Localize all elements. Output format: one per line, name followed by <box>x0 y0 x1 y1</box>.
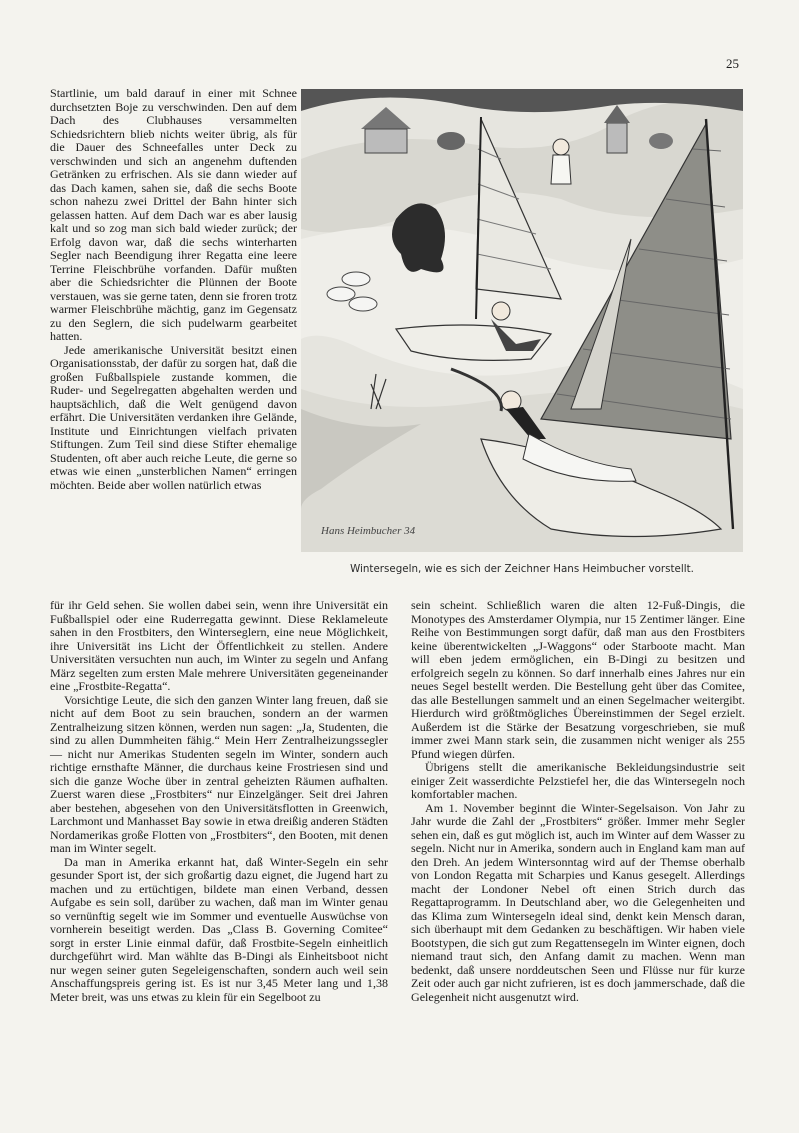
paragraph: Vorsichtige Leute, die sich den ganzen Winter lang freuen, daß sie nicht auf dem Boot zu sein brauchen, sondern an der warmen Zentralheizung sitzen können, werden nun sagen: „Ja, Studenten, die sind zu allen Dummheiten fähig.“ Mein Herr Zentralheizungssegler — nicht nur Amerikas Studenten segeln im Winter, sondern auch richtige ernsthafte Männer, die durchaus keine Frostriesen sind und sich die ganze Woche über in zentral geheizten Räumen aufhalten. Zuerst waren diese „Frostbiters“ nur Einzelgänger. Seit drei Jahren aber bestehen, abgesehen von den Universitätsflotten in Greenwich, Larchmont und Manhasset Bay sowie in etwa dreißig anderen Städten Nordamerikas große Flotten von „Frostbiters“, den Booten, mit denen man im Winter segelt. <box>50 692 388 855</box>
article-column-left-bottom <box>50 599 388 1004</box>
winter-sailing-illustration <box>301 89 743 552</box>
paragraph: Da man in Amerika erkannt hat, daß Winter-Segeln ein sehr gesunder Sport ist, der sich großartig dazu eignet, die Jugend hart zu machen und zu ertüchtigen, bildete man einen Verband, dessen Aufgabe es sein soll, darüber zu wachen, daß man im Winter genau so vernünftig segelt wie im Sommer und eventuelle Auswüchse von vornherein beseitigt werden. Das „Class B. Governing Comitee“ sorgt in erster Linie einmal dafür, daß Frostbite-Segeln einheitlich durchgeführt wird. Man wählte das B-Dingi als Einheitsboot nicht nur wegen seiner guten Segeleigenschaften, sondern auch weil sein Anschaffungspreis gering ist. Es ist nur 3,45 Meter lang und 1,38 Meter breit, was uns etwas zu klein für ein Segelboot zu <box>50 854 388 1004</box>
svg-text:Hans Heimbucher 34: Hans Heimbucher 34 <box>321 525 416 537</box>
figure-caption: Wintersegeln, wie es sich der Zeichner Hans Heimbucher vorstellt. <box>350 563 694 575</box>
paragraph: Startlinie, um bald darauf in einer mit Schnee durchsetzten Boje zu verschwinden. Den auf dem Dach des Clubhauses versammelten Schiedsrichtern blieb nichts weiter übrig, als für die Dauer des Schneefalles unter Deck zu verschwinden und sich an angenehm duftenden Getränken zu erfrischen. Als sie dann wieder auf das Dach kamen, sahen sie, daß die sechs Boote schon nahezu zwei Drittel der Bahn hinter sich gelassen hatten. Auf dem Dach war es aber lausig kalt und so zog man sich bald wieder zurück; der Erfolg davon war, daß die sechs winterharten Segler nach Beendigung ihrer Regatta eine leere Terrine Fleischbrühe vorfanden. Dafür mußten aber die Schiedsrichter die Plünnen der Boote verstauen, was sie gerne taten, denn sie froren trotz warmer Fleischbrühe mächtig, ganz im Gegensatz zu den Seglern, die sich pudelwarm gearbeitet hatten. <box>50 86 297 343</box>
paragraph: sein scheint. Schließlich waren die alten 12-Fuß-Dingis, die Monotypes des Amsterdamer Olympia, nur 15 Zentimer länger. Eine Reihe von Bestimmungen sorgt dafür, daß man aus den Frostbiters keine überentwickelten „J-Waggons“ oder Starboote macht. Man will eben jedem ermöglichen, ein B-Dingi zu besitzen und erfolgreich segeln zu können. So darf innerhalb eines Jahres nur ein neues Segel bestellt werden. Die Bestellung geht über das Comitee, das alle Bestellungen sammelt und an einen Segelmacher weitergibt. Hierdurch wird größtmögliches Übereinstimmen der Segel erzielt. Außerdem ist die Stärke der Besatzung vorgeschrieben, sie muß immer zwei Mann stark sein, die zusammen nicht weniger als 255 Pfund wiegen dürfen. <box>411 598 745 761</box>
article-column-left-top <box>50 87 297 492</box>
article-column-right <box>411 599 745 1004</box>
paragraph: Übrigens stellt die amerikanische Bekleidungsindustrie seit einiger Zeit wasserdichte Pelzstiefel her, die das Wintersegeln noch komfortabler machen. <box>411 760 745 801</box>
paragraph: Jede amerikanische Universität besitzt einen Organisationsstab, der dafür zu sorgen hat, daß die großen Fußballspiele zustande kommen, die Ruder- und Segelregatten abgehalten werden und hauptsächlich, daß die Welt genügend davon erfährt. Die Universitäten verdanken ihre Gelände, Institute und Einrichtungen vielfach privaten Stiftungen. Zum Teil sind diese Stifter ehemalige Studenten, oft aber auch reiche Leute, die gerne so etwas wie einen „unsterblichen Namen“ erringen möchten. Beide aber wollen natürlich etwas <box>50 342 297 492</box>
paragraph: für ihr Geld sehen. Sie wollen dabei sein, wenn ihre Universität ein Fußballspiel oder eine Ruderregatta gewinnt. Diese Reklameleute sahen in den Frostbiters, den Winterseglern, eine neue Möglichkeit, ihre Universität ins Licht der Öffentlichkeit zu stellen. Andere Universitäten versuchten nun auch, im Winter zu segeln und Anfang März segelten zum ersten Male mehrere Universitäten gegeneinander eine „Frostbite-Regatta“. <box>50 598 388 693</box>
page-number: 25 <box>726 56 739 71</box>
paragraph: Am 1. November beginnt die Winter-Segelsaison. Von Jahr zu Jahr wurde die Zahl der „Frostbiters“ größer. Immer mehr Segler sehen ein, daß es gut möglich ist, auch im Winter auf dem Wasser zu segeln. Nicht nur in Amerika, sondern auch in England kam man auf den Dreh. An jedem Wintersonntag wird auf der Themse oberhalb von London Regatta mit Scharpies und Kanus gesegelt. Allerdings macht der Londoner Nebel oft einen Strich durch das Regattaprogramm. In Deutschland aber, wo die Gelegenheiten und das Klima zum Wintersegeln ideal sind, denkt kein Mensch daran, sich überhaupt mit dem Gedanken zu beschäftigen. Wir haben viele Bootstypen, die sich gut zum Regattensegeln im Winter eignen, doch niemand traut sich, den Anfang damit zu machen. Wenn man bedenkt, daß unsere norddeutschen Seen und Flüsse nur für kurze Zeit oder auch gar nicht zufrieren, ist es doch jammerschade, daß die Gelegenheit nicht ausgenutzt wird. <box>411 800 745 1004</box>
